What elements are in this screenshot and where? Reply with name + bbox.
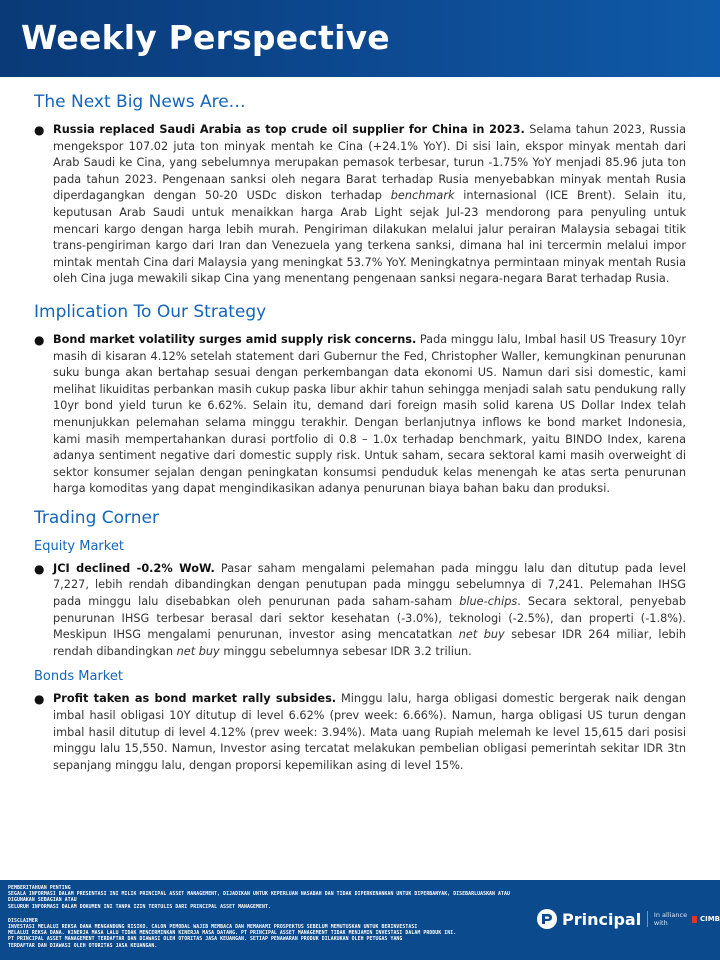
equity-text-4: minggu sebelumnya sebesar IDR 3.2 triliun. — [219, 644, 472, 658]
news-bullet — [34, 122, 686, 288]
equity-text-3: sebesar IDR 264 miliar, lebih rendah dibandingkan — [53, 628, 686, 658]
equity-bullet-bold: JCI declined -0.2% WoW. — [53, 561, 215, 575]
equity-italic-1: blue-chips — [459, 595, 518, 609]
principal-logo-name: Principal — [562, 909, 642, 929]
bullet-icon: ● — [34, 692, 45, 707]
news-bullet-text-2: internasional (ICE Brent). Selain itu, keputusan Arab Saudi untuk menaikkan harga Arab Light sejak Jul-23 mendorong para penyuling untuk mencari kargo dengan harga lebih murah. Pengiriman dilakukan melalui jalur perairan Malaysia sebagai titik trans-pengiriman kargo dari Iran dan Venezuela yang terkena sanksi, dimana hal ini tercermin melalui impor mintak mentah Cina dari Malaysia yang meningkat 53.7% YoY. Meningkatnya permintaan minyak mentah Rusia oleh Cina juga mewakili sikap Cina yang menentang pengenaan sanksi negara-negara Barat terhadap Rusia. — [53, 189, 686, 286]
bonds-bullet — [34, 691, 686, 774]
alliance-text: In alliance with — [653, 911, 688, 927]
disclaimer-heading: DISCLAIMER — [8, 918, 38, 924]
equity-italic-2: net buy — [458, 628, 505, 642]
strategy-bullet-bold: Bond market volatility surges amid supply risk concerns. — [53, 332, 417, 346]
bonds-subtitle: Bonds Market — [34, 669, 123, 685]
strategy-bullet — [34, 332, 686, 498]
page-title: Weekly Perspective — [21, 18, 390, 57]
bullet-icon: ● — [34, 561, 45, 576]
section-title-strategy: Implication To Our Strategy — [34, 301, 267, 322]
disclaimer-line-3: PT PRINCIPAL ASSET MANAGEMENT TERDAFTAR DAN DIAWASI OLEH OTORITAS JASA KEUANGAN. SETIAP PENAWARAN PRODUK DILAKUKAN OLEH PETUGAS YANG — [8, 937, 403, 943]
bonds-bullet-bold: Profit taken as bond market rally subsides. — [53, 692, 337, 706]
equity-bullet — [34, 561, 686, 661]
section-title-trading: Trading Corner — [34, 507, 159, 528]
footer-legal-text — [8, 886, 513, 950]
news-bullet-italic: benchmark — [390, 189, 455, 203]
disclaimer-line-1: INVESTASI MELALUI REKSA DANA MENGANDUNG RISIKO. CALON PEMODAL WAJIB MEMBACA DAN MEMAHAMI PROSPEKTUS SEBELUM MEMUTUSKAN UNTUK BERINVESTASI — [8, 925, 418, 931]
principal-logo — [536, 906, 720, 932]
equity-italic-3: net buy — [176, 644, 220, 658]
equity-subtitle: Equity Market — [34, 538, 124, 554]
cimb-logo-name: CIMB — [699, 915, 720, 923]
main-content — [34, 90, 686, 774]
logo-divider — [647, 911, 648, 927]
bullet-icon: ● — [34, 123, 45, 137]
notice-heading: PEMBERITAHUAN PENTING — [8, 886, 71, 891]
notice-line-2: SELURUH INFORMASI DALAM DOKUMEN INI TANPA IZIN TERTULIS DARI PRINCIPAL ASSET MANAGEMENT. — [8, 904, 271, 910]
section-title-news: The Next Big News Are… — [34, 92, 246, 112]
notice-line-1: SEGALA INFORMASI DALAM PRESENTASI INI MILIK PRINCIPAL ASSET MANAGEMENT, DIJADIKAN UNTUK KEPERLUAN NASABAH DAN TIDAK DIPERKENANKAN UNTUK DIPERBANYAK, DISEBARLUASKAN ATAU DIGUNAKAN SEBAGIAN ATAU — [8, 892, 510, 904]
bonds-text: Minggu lalu, harga obligasi domestic bergerak naik dengan imbal hasil obligasi 10Y ditutup di level 6.62% (prev week: 6.66%). Namun, harga obligasi US turun dengan imbal hasil ditutup di level 4.12% (prev week: 3.94%). Mata uang Rupiah melemah ke level 15,615 dari posisi minggu lalu 15,550. Namun, Investor asing tercatat melakukan pembelian obligasi pemerintah sekitar IDR 3tn sepanjang minggu lalu, dengan proporsi kepemilikan asing di level 15%. — [53, 692, 687, 772]
cimb-logo-icon — [692, 916, 697, 923]
principal-logo-icon — [536, 908, 558, 930]
disclaimer-line-2: MELALUI REKSA DANA. KINERJA MASA LALU TIDAK MENCERMINKAN KINERJA MASA DATANG. PT PRINCIPAL ASSET MANAGEMENT TIDAK MENJAMIN INVESTASI DALAM PRODUK INI. — [8, 931, 457, 937]
news-bullet-bold: Russia replaced Saudi Arabia as top crude oil supplier for China in 2023. — [53, 123, 525, 136]
equity-text-2: . Secara sektoral, penyebab penurunan IHSG terbesar berasal dari sektor kesehatan (-3.0%), teknologi (-2.5%), dan properti (-1.8%). Meskipun IHSG mengalami penurunan, investor asing mencatatkan — [53, 595, 686, 642]
strategy-bullet-text: Pada minggu lalu, Imbal hasil US Treasury 10yr masih di kisaran 4.12% setelah statement dari Gubernur the Fed, Christopher Waller, kemungkinan penurunan suku bunga akan bertahap sesuai dengan perkembangan data ekonomi US. Namun dari sisi domestic, kami melihat likuiditas perbankan masih cukup paska libur akhir tahun sehingga menjadi salah satu pendukung rally 10yr bond yield turun ke 6.62%. Selain itu, demand dari foreign masih solid karena US Dollar Index telah menunjukkan pelemahan selama minggu terakhir. Dengan berlanjutnya inflows ke bond market Indonesia, kami masih mempertahankan durasi portfolio di 0.8 – 1.0x terhadap benchmark, yaitu BINDO Index, karena adanya sentiment negative dari domestic supply risk. Untuk saham, secara sektoral kami masih overweight di sektor konsumer sejalan dengan peningkatan konsumsi penduduk kelas menengah ke atas serta penurunan harga komoditas yang dapat mengindikasikan adanya penurunan biaya bahan baku dan produksi. — [53, 332, 686, 496]
bullet-icon: ● — [34, 332, 45, 347]
page-header — [0, 0, 720, 77]
equity-text-1: Pasar saham mengalami pelemahan pada minggu lalu dan ditutup pada level 7,227, lebih rendah dibandingkan dengan penutupan pada minggu sebelumnya di 7,241. Pelemahan IHSG pada minggu lalu disebabkan oleh penurunan pada saham-saham — [53, 561, 686, 609]
news-bullet-text-1: Selama tahun 2023, Russia mengekspor 107.02 juta ton minyak mentah ke Cina (+24.1% YoY). Di sisi lain, ekspor minyak mentah dari Arab Saudi ke Cina, yang sebelumnya merupakan pemasok terbesar, turun -1.75% YoY menjadi 85.96 juta ton pada tahun 2023. Pengenaan sanksi oleh negara Barat terhadap Rusia menyebabkan minyak mentah Rusia diperdagangkan dengan 50-20 USDc diskon terhadap — [53, 123, 686, 203]
disclaimer-line-4: TERDAFTAR DAN DIAWASI OLEH OTORITAS JASA KEUANGAN. — [8, 943, 158, 949]
